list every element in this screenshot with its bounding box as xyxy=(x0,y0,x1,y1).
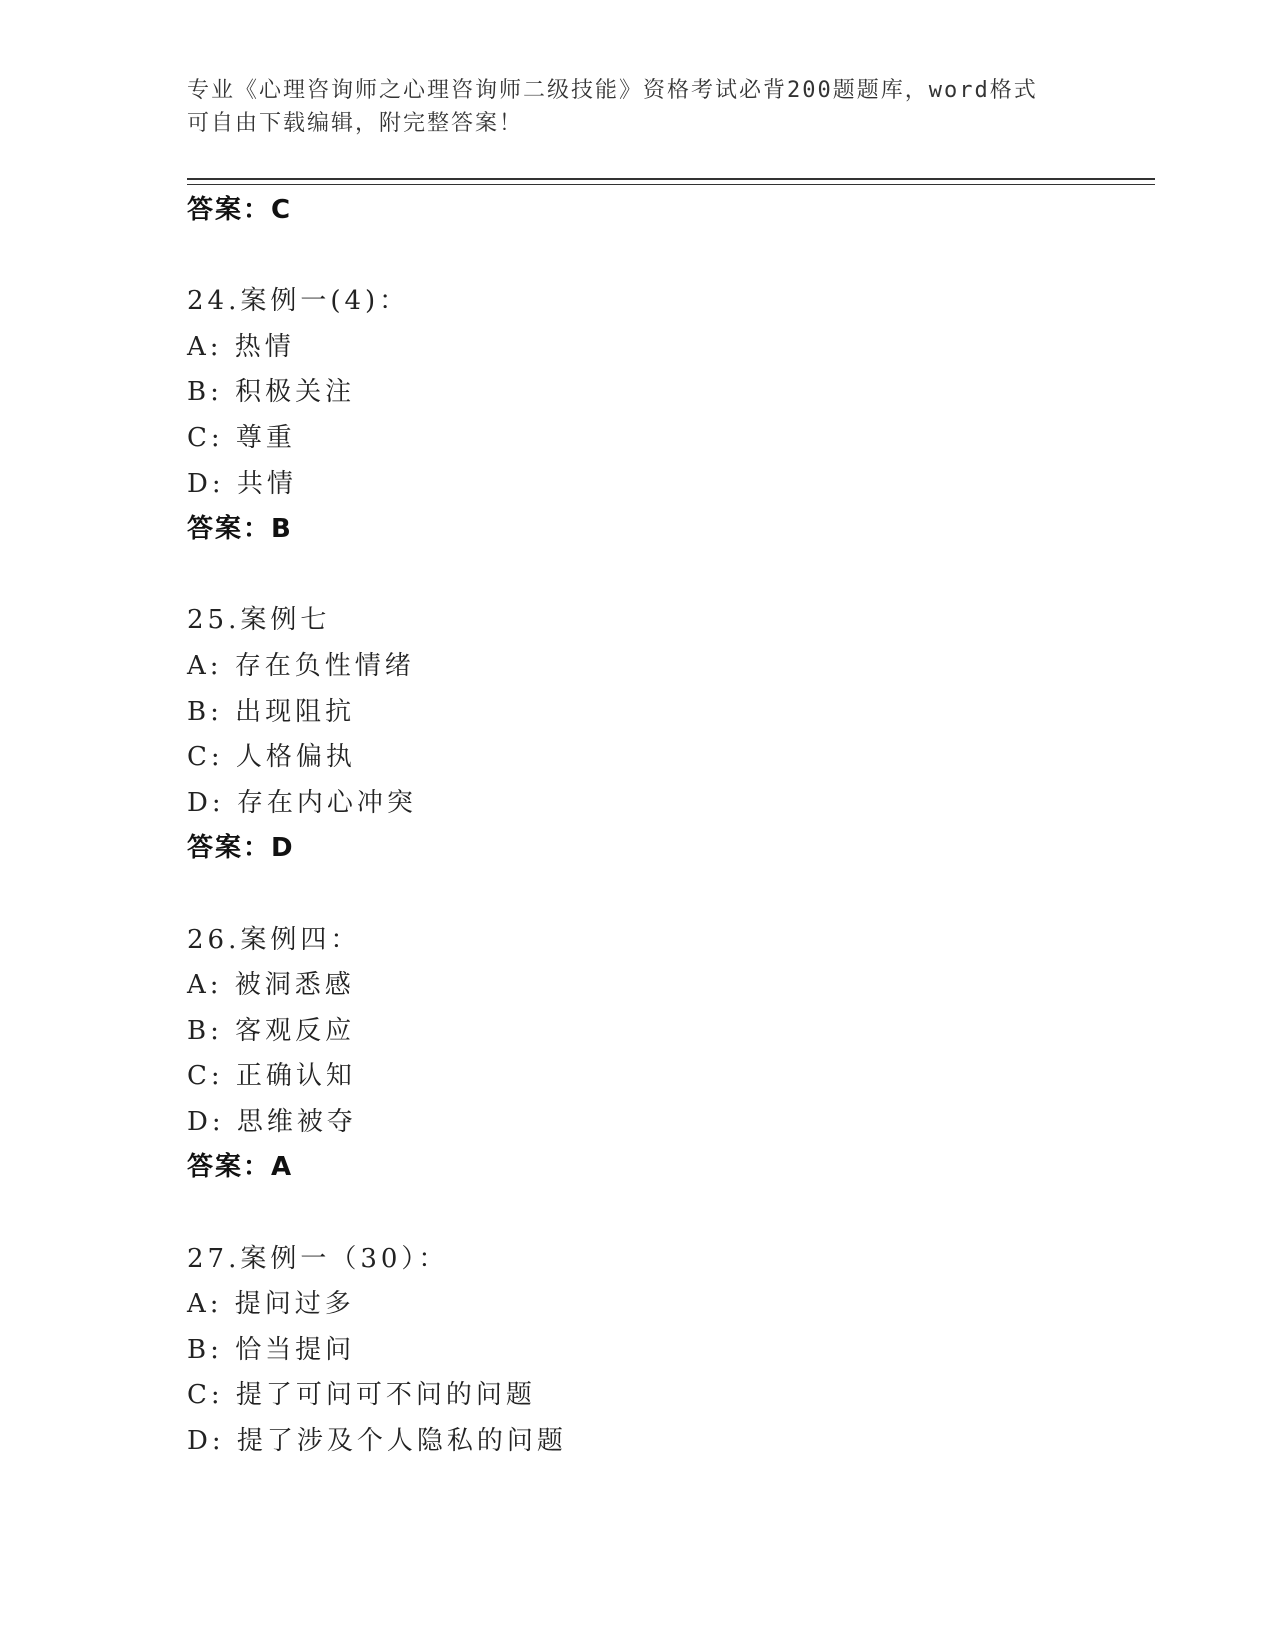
question-stem: 26.案例四： xyxy=(187,924,361,955)
option-b: B: 恰当提问 xyxy=(187,1334,356,1365)
option-a: A: 存在负性情绪 xyxy=(187,650,415,681)
spacer xyxy=(187,872,1155,918)
answer: 答案：D xyxy=(187,833,295,864)
option-d: D: 提了涉及个人隐私的问题 xyxy=(187,1426,567,1457)
question-stem: 25.案例七 xyxy=(187,605,331,636)
option-a: A: 被洞悉感 xyxy=(187,970,355,1001)
previous-answer: 答案：C xyxy=(187,195,293,225)
option-b: B: 积极关注 xyxy=(187,377,356,408)
answer: 答案：B xyxy=(187,514,293,545)
option-b: B: 客观反应 xyxy=(187,1015,356,1046)
question-stem: 27.案例一（30）： xyxy=(187,1243,449,1274)
option-d: D: 存在内心冲突 xyxy=(187,787,417,818)
question-25 xyxy=(187,598,1155,872)
option-a: A: 提问过多 xyxy=(187,1289,355,1320)
answer: 答案：A xyxy=(187,1152,294,1183)
question-stem: 24.案例一(4)： xyxy=(187,286,410,317)
option-d: D: 共情 xyxy=(187,468,297,499)
document-header xyxy=(187,74,1087,140)
option-c: C: 尊重 xyxy=(187,422,296,453)
question-list xyxy=(187,188,1155,1465)
question-24 xyxy=(187,279,1155,553)
option-c: C: 正确认知 xyxy=(187,1061,356,1092)
option-b: B: 出现阻抗 xyxy=(187,696,356,727)
question-26 xyxy=(187,918,1155,1192)
question-27 xyxy=(187,1237,1155,1465)
spacer xyxy=(187,553,1155,599)
header-line-2: 可自由下载编辑，附完整答案！ xyxy=(187,111,524,136)
option-c: C: 人格偏执 xyxy=(187,742,356,773)
spacer xyxy=(187,234,1155,280)
spacer xyxy=(187,1191,1155,1237)
header-divider-thick xyxy=(187,178,1155,180)
option-d: D: 思维被夺 xyxy=(187,1106,357,1137)
header-divider-thin xyxy=(187,184,1155,185)
option-c: C: 提了可问可不问的问题 xyxy=(187,1380,536,1411)
option-a: A: 热情 xyxy=(187,331,295,362)
header-line-1: 专业《心理咨询师之心理咨询师二级技能》资格考试必背200题题库，word格式 xyxy=(187,78,1038,103)
